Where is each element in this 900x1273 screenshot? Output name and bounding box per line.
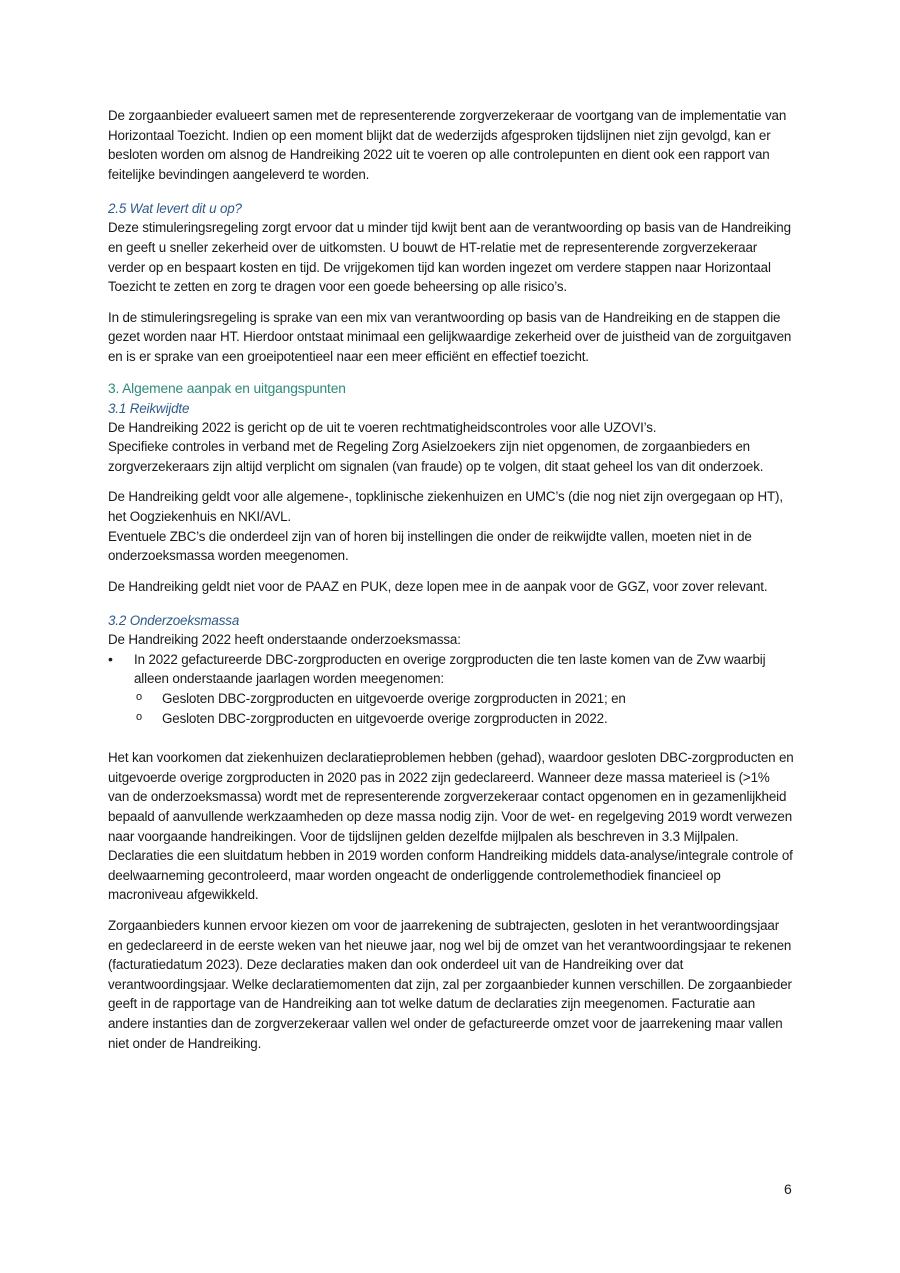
section-3-1-paragraph-2-line-2: Eventuele ZBC’s die onderdeel zijn van of horen bij instellingen die onder de reikwijdte vallen, moeten niet in de onderzoeksmassa worden meegenomen. [108,528,752,564]
jaarlagen-sublist [108,689,794,728]
section-2-5-paragraph-1: Deze stimuleringsregeling zorgt ervoor dat u minder tijd kwijt bent aan de verantwoording op basis van de Handreiking en geeft u sneller zekerheid over de uitkomsten. U bouwt de HT-relatie met de representerende zorgverzekeraar verder op en bespaart kosten en tijd. De vrijgekomen tijd kan worden ingezet om verdere stappen naar Horizontaal Toezicht te zetten en zorg te dragen voor een goede beheersing op alle risico’s. [108,220,791,295]
document-page [108,106,794,1064]
section-2-5-paragraph-2: In de stimuleringsregeling is sprake van een mix van verantwoording op basis van de Handreiking en de stappen die gezet worden naar HT. Hierdoor ontstaat minimaal een gelijkwaardige zekerheid over de juistheid van de zorguitgaven en is er sprake van een groeipotentieel naar een meer efficiënt en effectief toezicht. [108,309,792,364]
section-3-1-paragraph-1-line-2: Specifieke controles in verband met de Regeling Zorg Asielzoekers zijn niet opgenomen, de zorgaanbieders en zorgverzekeraars zijn altijd verplicht om signalen (van fraude) op te volgen, dit staat geheel los van dit onderzoek. [108,439,764,474]
section-2-5-heading: 2.5 Wat levert dit u op? [108,201,242,217]
sub-list-item: o Gesloten DBC-zorgproducten en uitgevoerde overige zorgproducten in 2022. [108,709,794,729]
list-item [108,650,794,728]
section-3-2-intro: De Handreiking 2022 heeft onderstaande onderzoeksmassa: [108,632,461,648]
sub-list-item: o Gesloten DBC-zorgproducten en uitgevoerde overige zorgproducten in 2021; en [108,689,794,709]
section-3-2-paragraph-1: Het kan voorkomen dat ziekenhuizen declaratieproblemen hebben (gehad), waardoor gesloten DBC-zorgproducten en uitgevoerde overige zorgproducten in 2020 pas in 2022 zijn gedeclareerd. Wanneer deze massa materieel is (>1% van de onderzoeksmassa) wordt met de representerende zorgverzekeraar contact opgenomen en in gezamenlijkheid bepaald of aanvullende werkzaamheden op deze massa nodig zijn. Voor de wet- en regelgeving 2019 wordt verwezen naar voorgaande handreikingen. Voor de tijdslijnen gelden dezelfde mijlpalen als beschreven in 3.3 Mijlpalen. Declaraties die een sluitdatum hebben in 2019 worden conform Handreiking middels data-analyse/integrale controle of deelwaarneming gecontroleerd, maar worden ongeacht de onderliggende controlemethodiek financieel op macroniveau afgewikkeld. [108,750,794,903]
section-3-heading: 3. Algemene aanpak en uitgangspunten [108,380,346,396]
section-3-1-paragraph-3: De Handreiking geldt niet voor de PAAZ en PUK, deze lopen mee in de aanpak voor de GGZ, voor zover relevant. [108,578,768,594]
section-3-2-paragraph-2: Zorgaanbieders kunnen ervoor kiezen om voor de jaarrekening de subtrajecten, gesloten in het verantwoordingsjaar en gedeclareerd in de eerste weken van het nieuwe jaar, nog wel bij de omzet van het verantwoordingsjaar te rekenen (facturatiedatum 2023). Deze declaraties maken dan ook onderdeel uit van de Handreiking over dat verantwoordingsjaar. Welke declaratiemomenten dat zijn, zal per zorgaanbieder kunnen verschillen. De zorgaanbieder geeft in de rapportage van de Handreiking aan tot welke datum de declaraties zijn meegenomen. Facturatie aan andere instanties dan de zorgverzekeraar vallen wel onder de gefactureerde omzet voor de jaarrekening maar vallen niet onder de Handreiking. [108,918,792,1051]
intro-paragraph: De zorgaanbieder evalueert samen met de representerende zorgverzekeraar de voortgang van de implementatie van Horizontaal Toezicht. Indien op een moment blijkt dat de wederzijds afgesproken tijdslijnen niet zijn gevolgd, kan er besloten worden om alsnog de Handreiking 2022 uit te voeren op alle controlepunten en dient ook een rapport van feitelijke bevindingen aangeleverd te worden. [108,108,787,182]
section-3-1-heading: 3.1 Reikwijdte [108,400,190,416]
section-3-2-heading: 3.2 Onderzoeksmassa [108,613,240,629]
section-3-1-paragraph-2-line-1: De Handreiking geldt voor alle algemene-, topklinische ziekenhuizen en UMC’s (die nog niet zijn overgegaan op HT), het Oogziekenhuis en NKI/AVL. [108,489,783,524]
onderzoeksmassa-list [108,650,794,728]
section-3-1-paragraph-1-line-1: De Handreiking 2022 is gericht op de uit te voeren rechtmatigheidscontroles voor alle UZOVI’s. [108,419,657,435]
page-number: 6 [784,1181,792,1197]
bullet-text: In 2022 gefactureerde DBC-zorgproducten en overige zorgproducten die ten laste komen van de Zvw waarbij alleen onderstaande jaarlagen worden meegenomen: [134,651,766,687]
